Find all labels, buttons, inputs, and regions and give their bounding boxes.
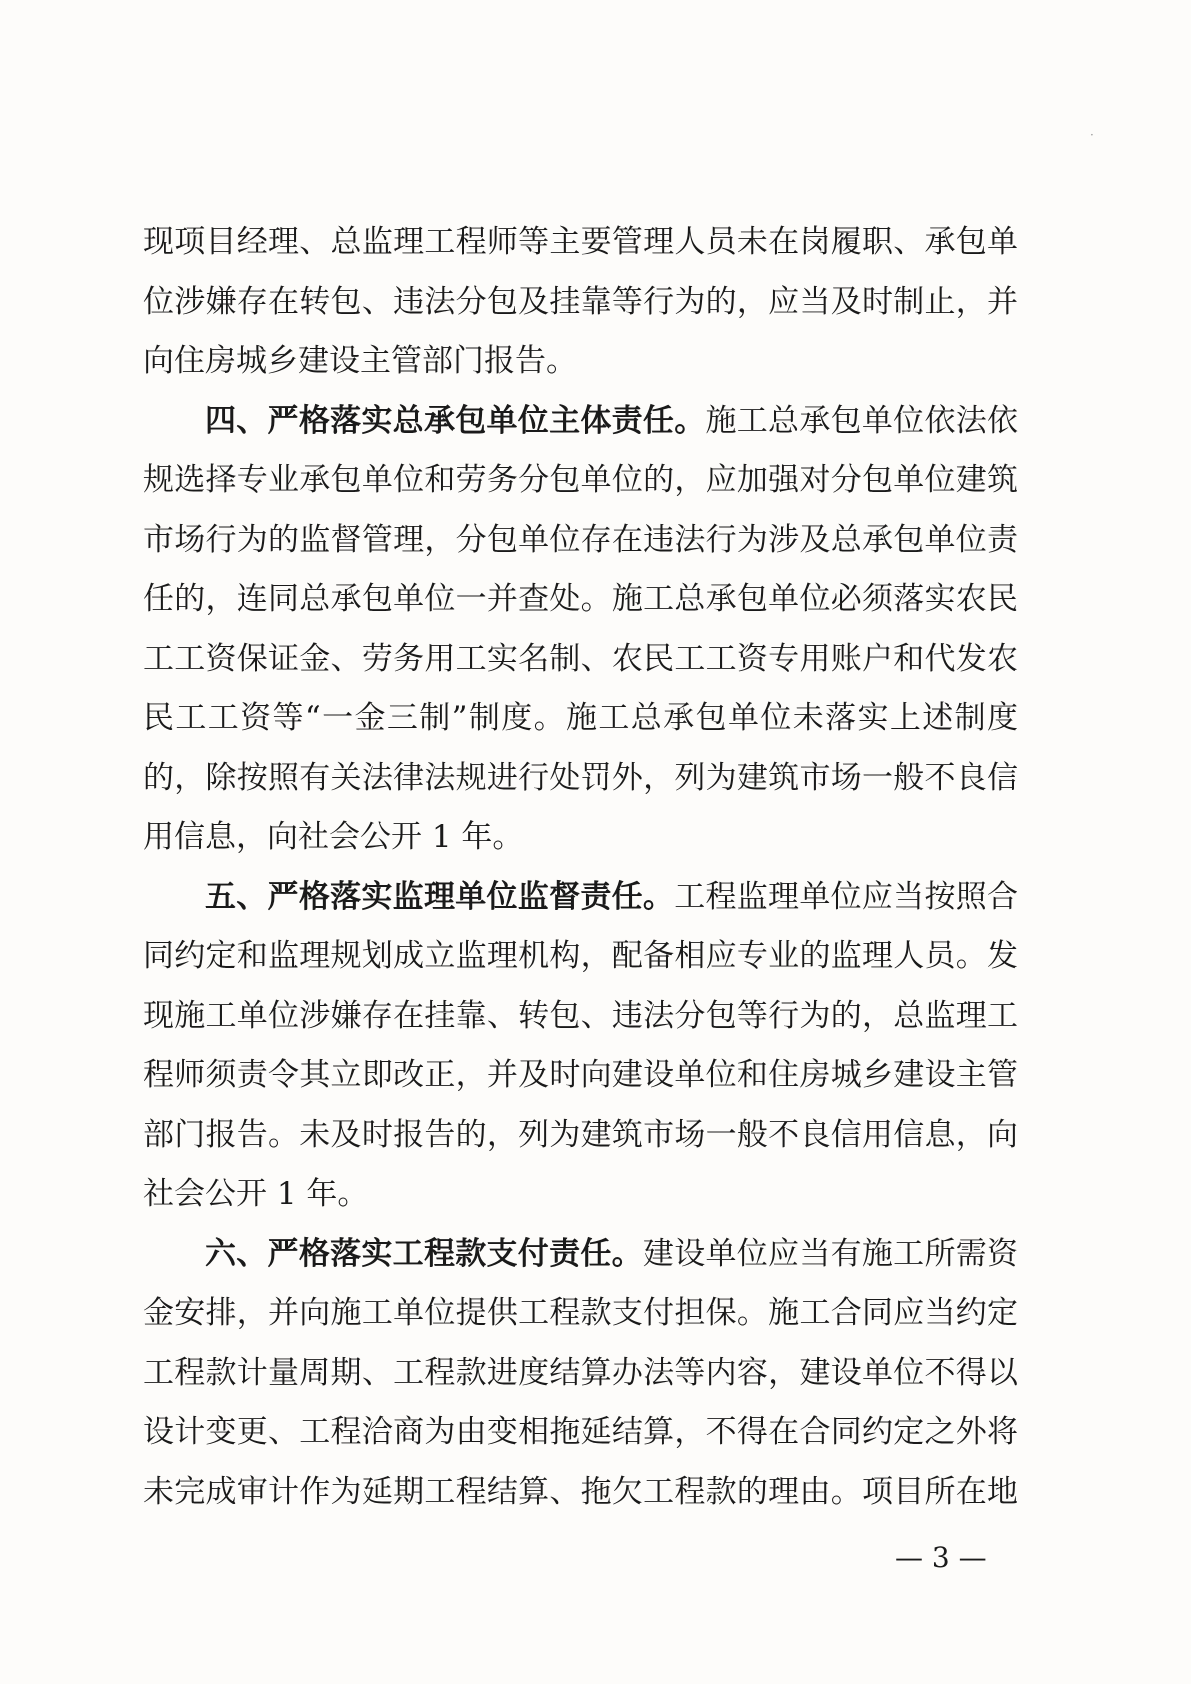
text-line: 部门报告。未及时报告的，列为建筑市场一般不良信用信息，向 <box>143 1116 1018 1153</box>
text-line: 工程款计量周期、工程款进度结算办法等内容，建设单位不得以 <box>143 1354 1018 1391</box>
text-line: 同约定和监理规划成立监理机构，配备相应专业的监理人员。发 <box>143 938 1018 974</box>
text-line: 金安排，并向施工单位提供工程款支付担保。施工合同应当约定 <box>143 1295 1018 1331</box>
section-five-first-line: 五、严格落实监理单位监督责任。工程监理单位应当按照合 <box>205 878 1018 915</box>
section-four-first-line: 四、严格落实总承包单位主体责任。施工总承包单位依法依 <box>205 402 1018 439</box>
text-line: 向住房城乡建设主管部门报告。 <box>143 343 577 379</box>
text-line: 工工资保证金、劳务用工实名制、农民工工资专用账户和代发农 <box>143 640 1018 677</box>
text-line: 程师须责令其立即改正，并及时向建设单位和住房城乡建设主管 <box>143 1057 1018 1093</box>
section-heading: 五、严格落实监理单位监督责任。 <box>205 878 675 915</box>
text-line: 任的，连同总承包单位一并查处。施工总承包单位必须落实农民 <box>143 581 1018 617</box>
text-line: 设计变更、工程洽商为由变相拖延结算，不得在合同约定之外将 <box>143 1414 1018 1450</box>
text-line: 市场行为的监督管理，分包单位存在违法行为涉及总承包单位责 <box>143 521 1018 558</box>
text-line: 社会公开 1 年。 <box>143 1176 369 1212</box>
text-line: 现项目经理、总监理工程师等主要管理人员未在岗履职、承包单 <box>143 224 1018 260</box>
text-line: 位涉嫌存在转包、违法分包及挂靠等行为的，应当及时制止，并 <box>143 283 1018 320</box>
section-heading: 四、严格落实总承包单位主体责任。 <box>205 402 706 439</box>
text-line: 现施工单位涉嫌存在挂靠、转包、违法分包等行为的，总监理工 <box>143 997 1018 1034</box>
page-number: — 3 — <box>895 1541 987 1574</box>
text-line: 民工工资等“一金三制”制度。施工总承包单位未落实上述制度 <box>143 700 1018 736</box>
section-heading: 六、严格落实工程款支付责任。 <box>205 1235 643 1272</box>
body-text <box>143 213 1018 1522</box>
text-line: 的，除按照有关法律法规进行处罚外，列为建筑市场一般不良信 <box>143 759 1018 796</box>
text-line: 规选择专业承包单位和劳务分包单位的，应加强对分包单位建筑 <box>143 462 1018 498</box>
section-six-first-line: 六、严格落实工程款支付责任。建设单位应当有施工所需资 <box>205 1235 1018 1272</box>
scan-speck-mark: · <box>1090 128 1094 142</box>
text-line: 用信息，向社会公开 1 年。 <box>143 819 524 855</box>
text-line: 未完成审计作为延期工程结算、拖欠工程款的理由。项目所在地 <box>143 1473 1018 1510</box>
